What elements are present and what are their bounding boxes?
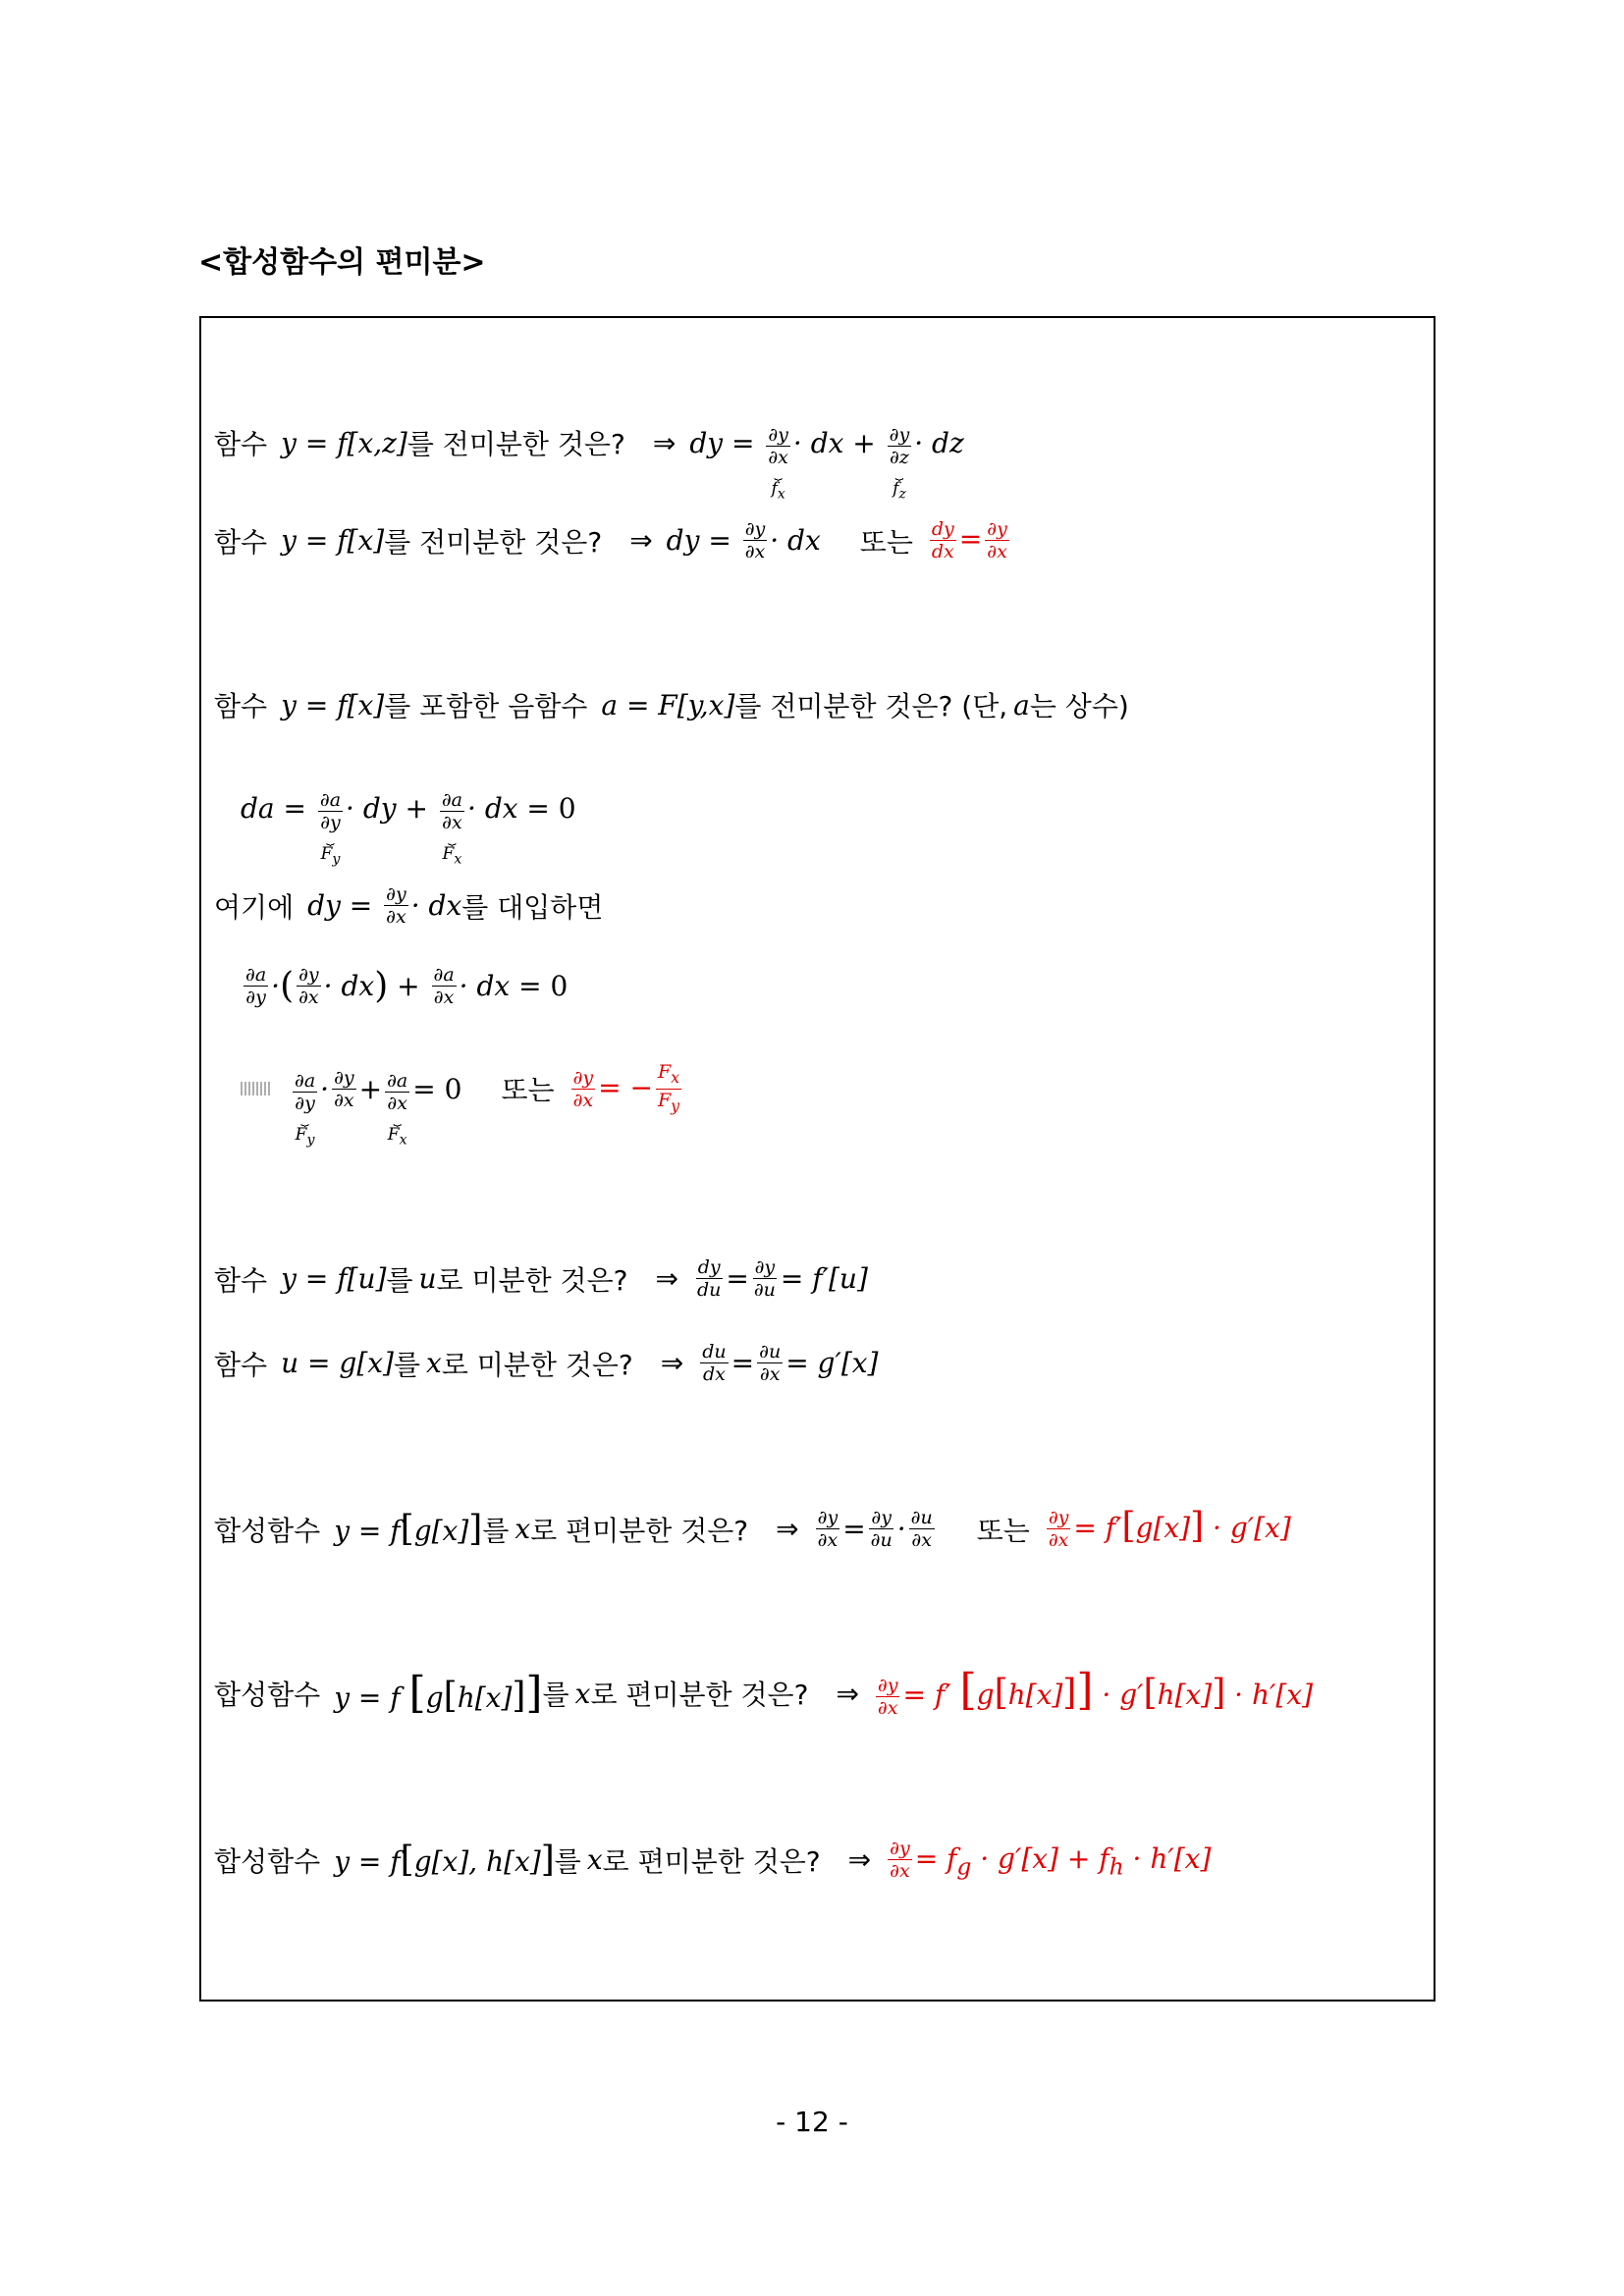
fraction: $\frac{\partial y}{\partial x}$ [386, 883, 406, 928]
highlight-result: $\frac{\partial y}{\partial x}$ = − $\frac{F_x}{F_y}$ [572, 1060, 680, 1115]
formula-total-differential-one-var: 함수 y = f[x] 를 전미분한 것은? ⇒ dy = $\frac{\partial y}{\partial x}$ · dx 또는 $\frac{dy}{dx}$ = $\frac{\partial y}{\partial x}$ [214, 518, 1012, 562]
fraction: ∂y ∂x ⏟ $f_x$ [768, 424, 788, 503]
formula-total-differential-two-var: 함수 y = f[x,z] 를 전미분한 것은? ⇒ dy = ∂y ∂x ⏟ $f_x$ · dx + ∂y ∂z ⏟ $f_z$ · dz [214, 402, 964, 483]
fraction: ∂y ∂z ⏟ $f_z$ [889, 424, 910, 503]
highlight-result: $\frac{dy}{dx}$ = $\frac{\partial y}{\partial x}$ [931, 518, 1007, 562]
content-box [199, 316, 1435, 2002]
formula-multivariate-chain-rule: 합성함수 y = f[g[x], h[x]] 를 x 로 편미분한 것은? ⇒ $\frac{\partial y}{\partial x}$ = $f_g \cdot g'[x] + f_h \cdot h'[x]$ [214, 1838, 1212, 1882]
formula-chain-rule: 합성함수 y = f[g[x]] 를 x 로 편미분한 것은? ⇒ $\frac{\partial y}{\partial x}$ = $\frac{\partial y}{\partial u}$ · $\frac{\partial u}{\partial x}$ 또는 $\frac{\partial y}{\partial x}$ = f′[g[x]] · g′[x] [214, 1505, 1291, 1551]
fraction: ∂a ∂y ⏟ $F_y$ [319, 789, 342, 868]
fraction: ∂a ∂x ⏟ $F_x$ [441, 789, 463, 868]
substitution-statement: 여기에 dy = $\frac{\partial y}{\partial x}$ · dx 를 대입하면 [214, 883, 604, 928]
formula-derivative-f-u: 함수 y = f[u] 를 u 로 미분한 것은? ⇒ $\frac{dy}{du}$ = $\frac{\partial y}{\partial u}$ = f′[u] [214, 1256, 868, 1301]
highlight-result: $\frac{\partial y}{\partial x}$ = f′ [g[h[x]]] · g′[h[x]] · h′[x] [877, 1665, 1313, 1719]
scribble-mark [241, 1082, 270, 1095]
highlight-result: $\frac{\partial y}{\partial x}$ = $f_g \cdot g'[x] + f_h \cdot h'[x]$ [890, 1838, 1212, 1882]
highlight-result: $\frac{\partial y}{\partial x}$ = f′[g[x]] · g′[x] [1048, 1505, 1291, 1551]
fraction: $\frac{\partial y}{\partial x}$ [744, 518, 766, 562]
page-number: - 12 - [776, 2106, 848, 2138]
formula-triple-chain-rule: 합성함수 y = f [g[h[x]]] 를 x 로 편미분한 것은? ⇒ $\frac{\partial y}{\partial x}$ = f′ [g[h[x]]] · g′[h[x]] · h′[x] [214, 1665, 1313, 1719]
page-title: <합성함수의 편미분> [198, 245, 486, 280]
formula-substituted: $\frac{\partial a}{\partial y}$ · ( $\frac{\partial y}{\partial x}$ · dx ) + $\frac{\partial a}{\partial x}$ · dx = 0 [245, 964, 568, 1008]
formula-derivative-g-x: 함수 u = g[x] 를 x 로 미분한 것은? ⇒ $\frac{du}{dx}$ = $\frac{\partial u}{\partial x}$ = g′[x] [214, 1341, 879, 1385]
formula-implicit-total-differential: da = ∂a ∂y ⏟ $F_y$ · dy + ∂a ∂x ⏟ $F_x$ · dx = 0 [241, 768, 576, 848]
formula-implicit-derivative: ∂a ∂y ⏟ $F_y$ · $\frac{\partial y}{\partial x}$ + ∂a ∂x ⏟ $F_x$ = 0 또는 $\frac{\partial y}{\partial x}$ = − $\frac{F_x}{F_y}$ [241, 1048, 684, 1129]
implicit-function-statement: 함수 y = f[x] 를 포함한 음함수 a = F[y,x] 를 전미분한 것은? (단, a 는 상수) [214, 688, 1129, 722]
